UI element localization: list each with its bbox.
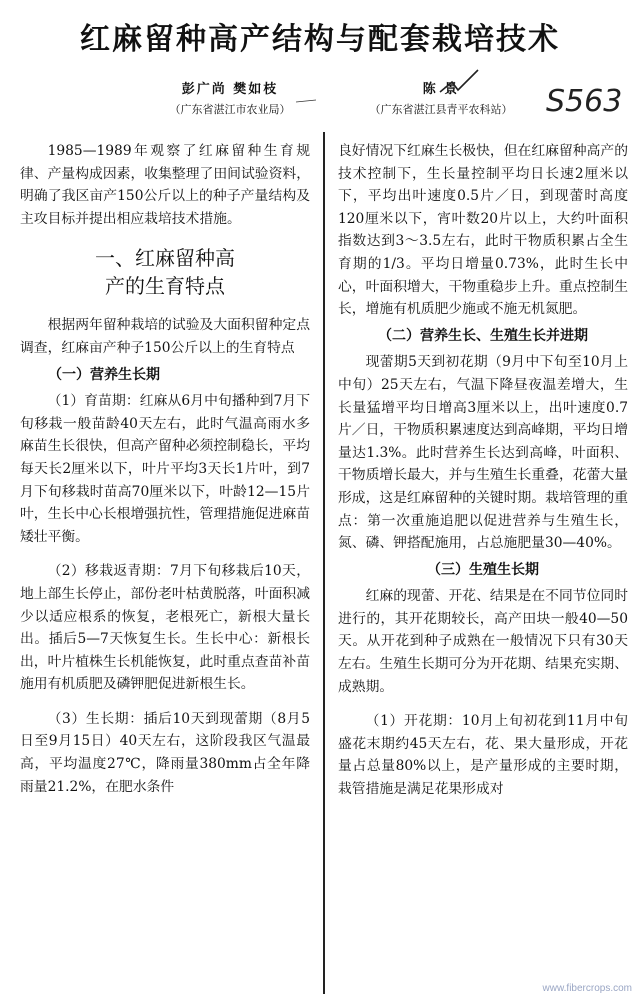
article-title: 红麻留种高产结构与配套栽培技术: [80, 22, 560, 57]
author-names-right: 陈 景: [422, 82, 460, 97]
paragraph-continuation: 良好情况下红麻生长极快，但在红麻留种高产的技术控制下，生长量控制平均日长速2厘米以下，平均出叶速度0.5片／日，到现蕾时高度120厘米以下，宵叶数20片以上，大约叶面积指数达到3～3.5左右，此时干物质积累占全生育期的1/3。平均日增量0.73%，此时生长中心，叶面积增大，干物重稳步上升。重点控制生长，增施有机质肥少施或不施无机氮肥。: [338, 143, 628, 318]
handwritten-mark: [0, 0, 640, 140]
handwritten-annotation: S563: [546, 84, 623, 119]
author-names-left: 彭广尚 樊如枝: [181, 82, 279, 97]
section-intro-paragraph: 根据两年留种栽培的试验及大面积留种定点调查，红麻亩产种子150公斤以上的生育特点: [20, 317, 310, 356]
watermark: www.fibercrops.com: [542, 983, 632, 994]
intro-paragraph: 1985—1989年观察了红麻留种生育规律、产量构成因素，收集整理了田间试验资料，明确了我区亩产150公斤以上的种子产量结构及主攻目标并提出相应栽培技术措施。: [20, 143, 310, 227]
paragraph-budding: 现蕾期5天到初花期（9月中下旬至10月上中旬）25天左右，气温下降昼夜温差增大，生长量猛增平均日增高3厘米以上，出叶速度0.7片／日，干物质积累速度达到高峰期，平均日增量达1.3%。此时营养生长达到高峰，叶面积、干物质增长最大，并与生殖生长重叠，花蕾大量形成，这是红麻留种的关键时期。栽培管理的重点：第一次重施追肥以促进营养与生殖生长，氮、磷、钾搭配施用，占总施肥量30—40%。: [338, 354, 628, 552]
paragraph-reproductive: 红麻的现蕾、开花、结果是在不同节位同时进行的，其开花期较长，高产田块一般40—50天。从开花到种子成熟在一般情况下只有30天左右。生殖生长期可分为开花期、结果充实期、成熟期。: [338, 588, 628, 695]
author-affiliation-left: （广东省湛江市农业局）: [169, 103, 291, 116]
section-heading: [20, 244, 310, 300]
paragraph-flowering: （1）开花期：10月上旬初花到11月中旬盛花末期约45天左右，花、果大量形成，开花量占总量80%以上，是产量形成的主要时期，栽管措施是满足花果形成对: [338, 713, 628, 798]
author-affiliation-right: （广东省湛江县青平农科站）: [369, 103, 513, 116]
subsection-heading-3: （三）生殖生长期: [427, 561, 539, 578]
right-column: [338, 140, 628, 801]
subsection-heading-1: （一）营养生长期: [48, 366, 160, 383]
column-divider: [323, 132, 325, 994]
subsection-heading-2: （二）营养生长、生殖生长并进期: [378, 327, 588, 344]
paragraph-nursery: （1）育苗期：红麻从6月中旬播种到7月下旬移栽一般苗龄40天左右，此时气温高雨水多麻苗生长很快，但高产留种必须控制稳长，平均每天长2厘米以下，叶片平均3天长1片叶，到7月下旬移栽时苗高70厘米以下，叶龄12—15片叶，生长中心长根增强抗性，管理措施促进麻苗矮壮平衡。: [20, 393, 310, 545]
left-column: [20, 140, 310, 798]
section-heading-line-1: 一、红麻留种高: [95, 246, 235, 271]
paragraph-transplant: （2）移栽返青期：7月下旬移栽后10天，地上部生长停止，部份老叶枯黄脱落，叶面积减少以适应根系的恢复，老根死亡，新根大量长出。插后5—7天恢复生长。生长中心：新根长出，叶片植株生长机能恢复，此时重点查苗补苗施用有机质肥及磷钾肥促进新根生长。: [20, 563, 310, 693]
paragraph-growth: （3）生长期：插后10天到现蕾期（8月5日至9月15日）40天左右，这阶段我区气温最高，平均温度27℃，降雨量380mm占全年降雨量21.2%，在肥水条件: [20, 710, 310, 795]
section-heading-line-2: 产的生育特点: [105, 274, 225, 299]
